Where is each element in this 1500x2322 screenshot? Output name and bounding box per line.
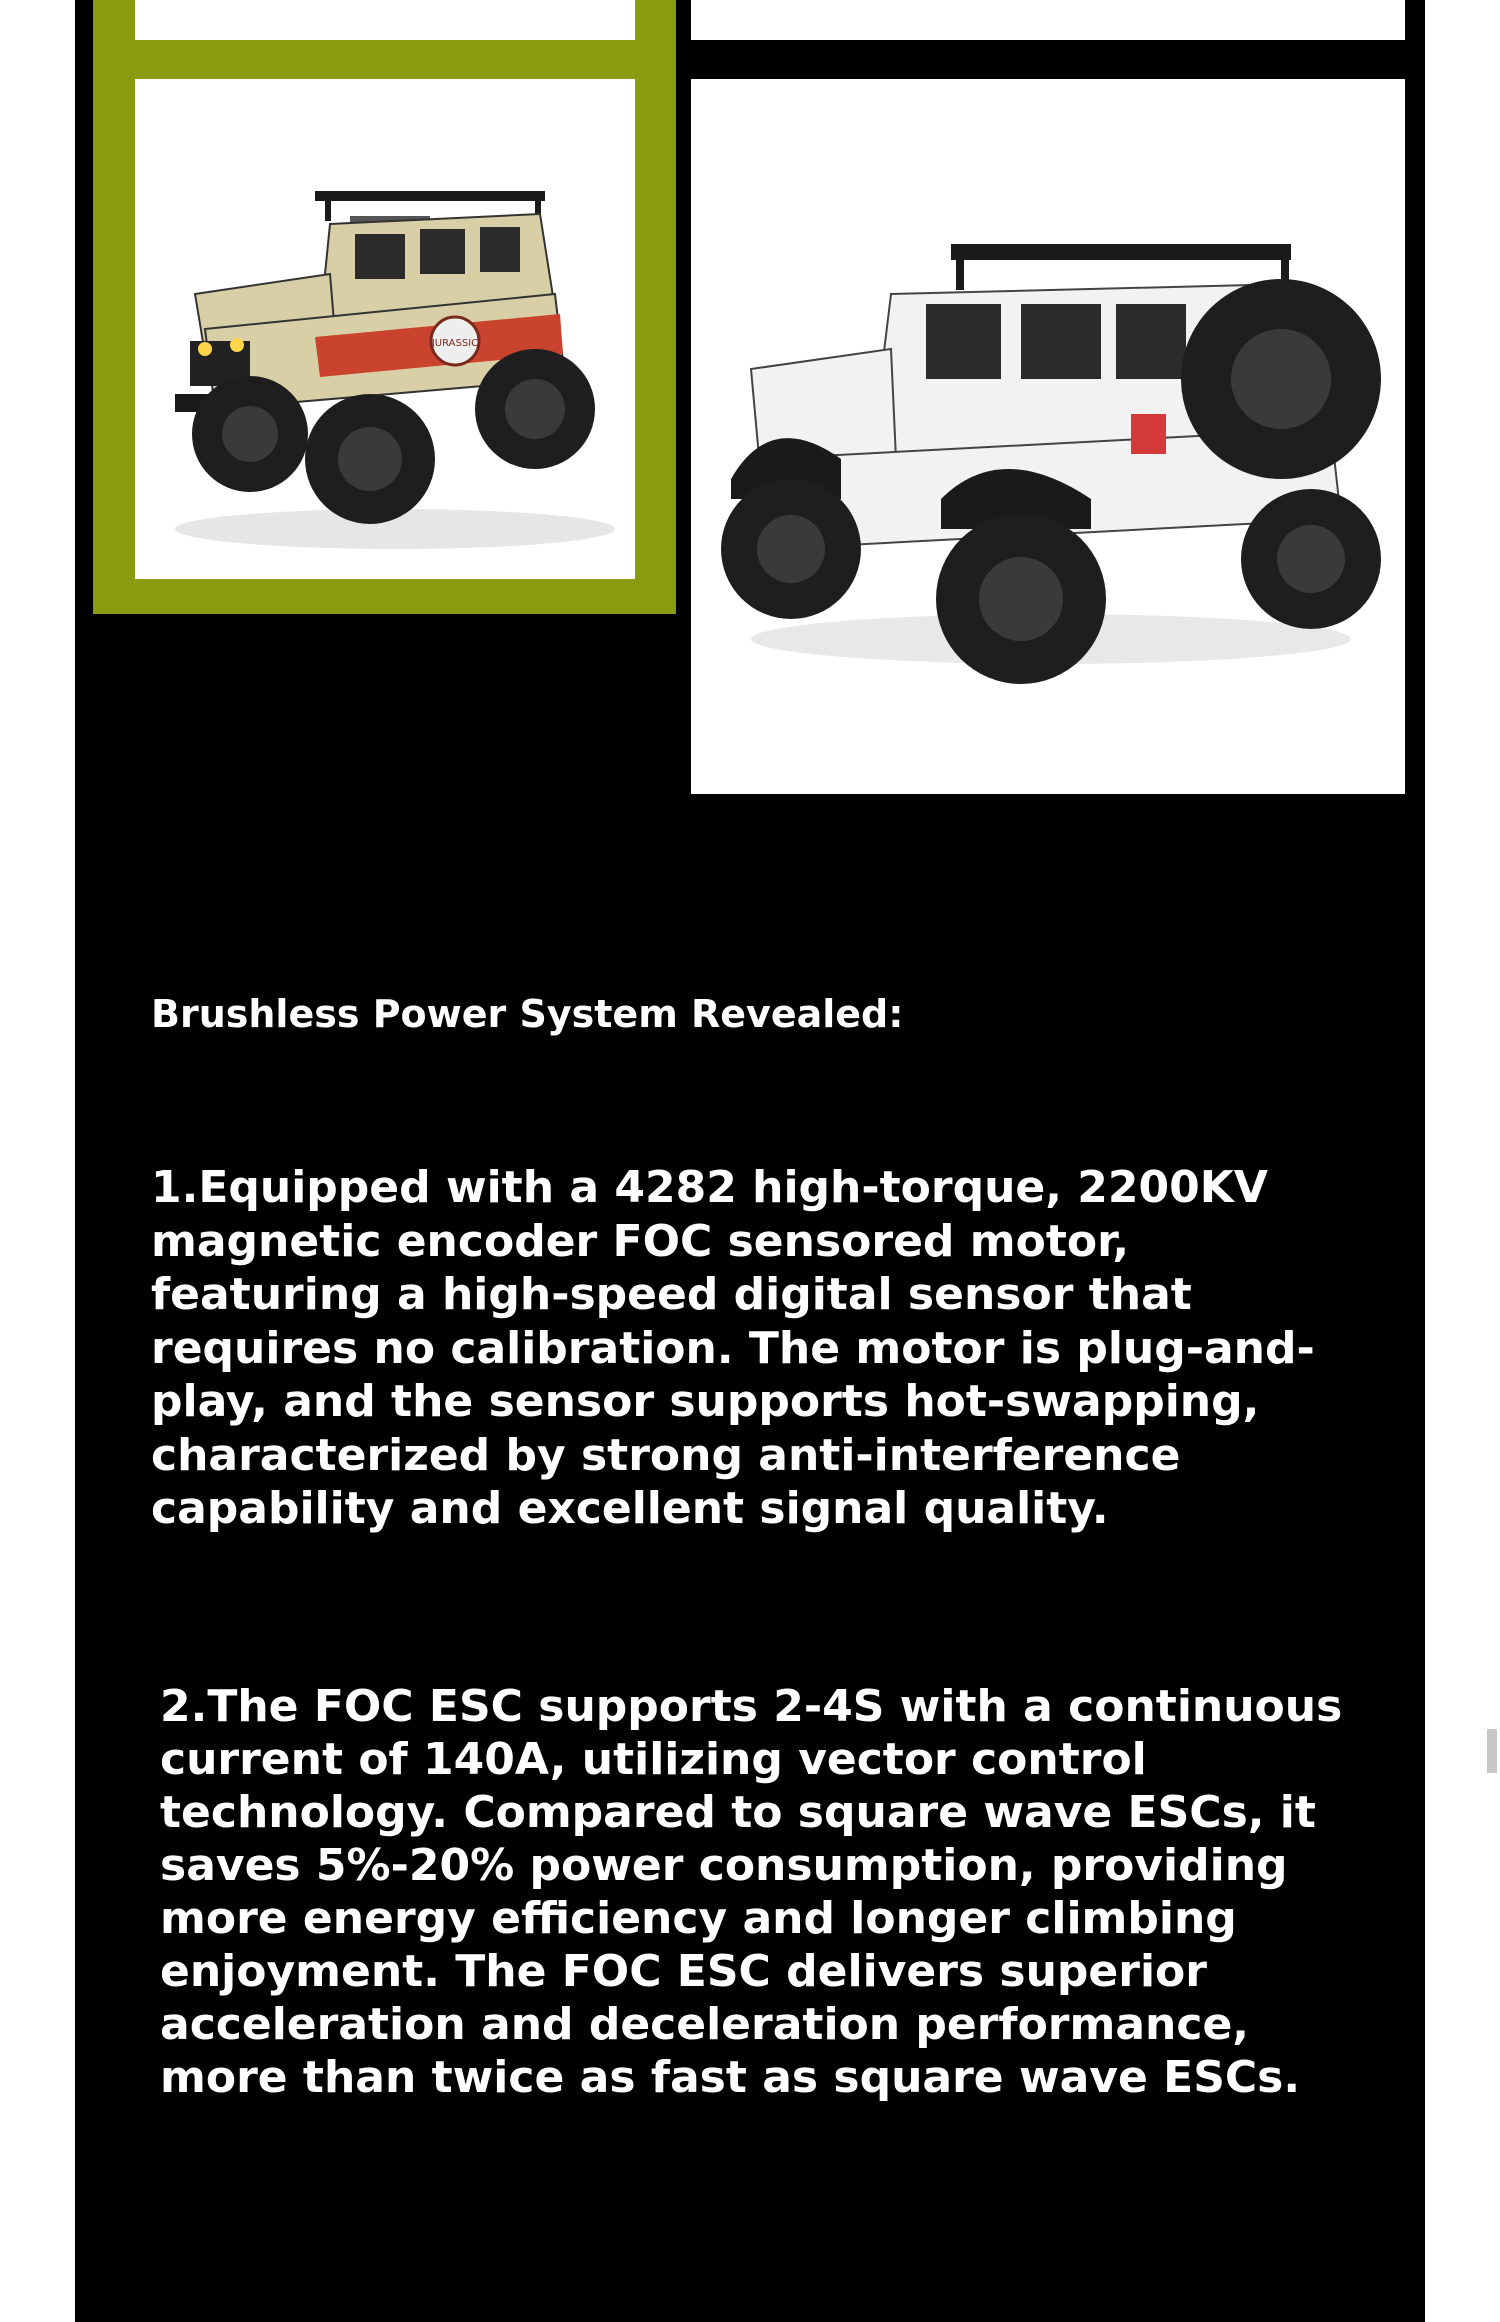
paragraph-esc: 2.The FOC ESC supports 2-4S with a continuous current of 140A, utilizing vector control technology. Compared to square wave ESCs, it saves 5%-20% power consumption, providing more energy efficiency and longer climbing enjoyment. The FOC ESC delivers superior acceleration and deceleration performance, more than twice as fast as square wave ESCs. — [160, 1681, 1343, 2103]
car-badge-text: JURASSIC — [431, 338, 479, 349]
white-offroad-truck-illustration — [691, 79, 1405, 794]
product-image-top-left-partial — [135, 0, 635, 40]
paragraph-motor: 1.Equipped with a 4282 high-torque, 2200KV magnetic encoder FOC sensored motor, featuring a high-speed digital sensor that requires no calibration. The motor is plug-and-play, and the sensor supports hot-swapping, characterized by strong anti-interference capability and excellent signal quality. — [151, 1162, 1315, 1534]
scroll-indicator[interactable] — [1487, 1729, 1497, 1773]
tan-offroad-truck-illustration — [135, 79, 635, 579]
tan-offroad-truck-image[interactable] — [135, 79, 635, 579]
white-offroad-truck-image[interactable] — [691, 79, 1405, 794]
product-image-top-right-partial — [691, 0, 1405, 40]
section-heading: Brushless Power System Revealed: — [151, 992, 904, 1036]
